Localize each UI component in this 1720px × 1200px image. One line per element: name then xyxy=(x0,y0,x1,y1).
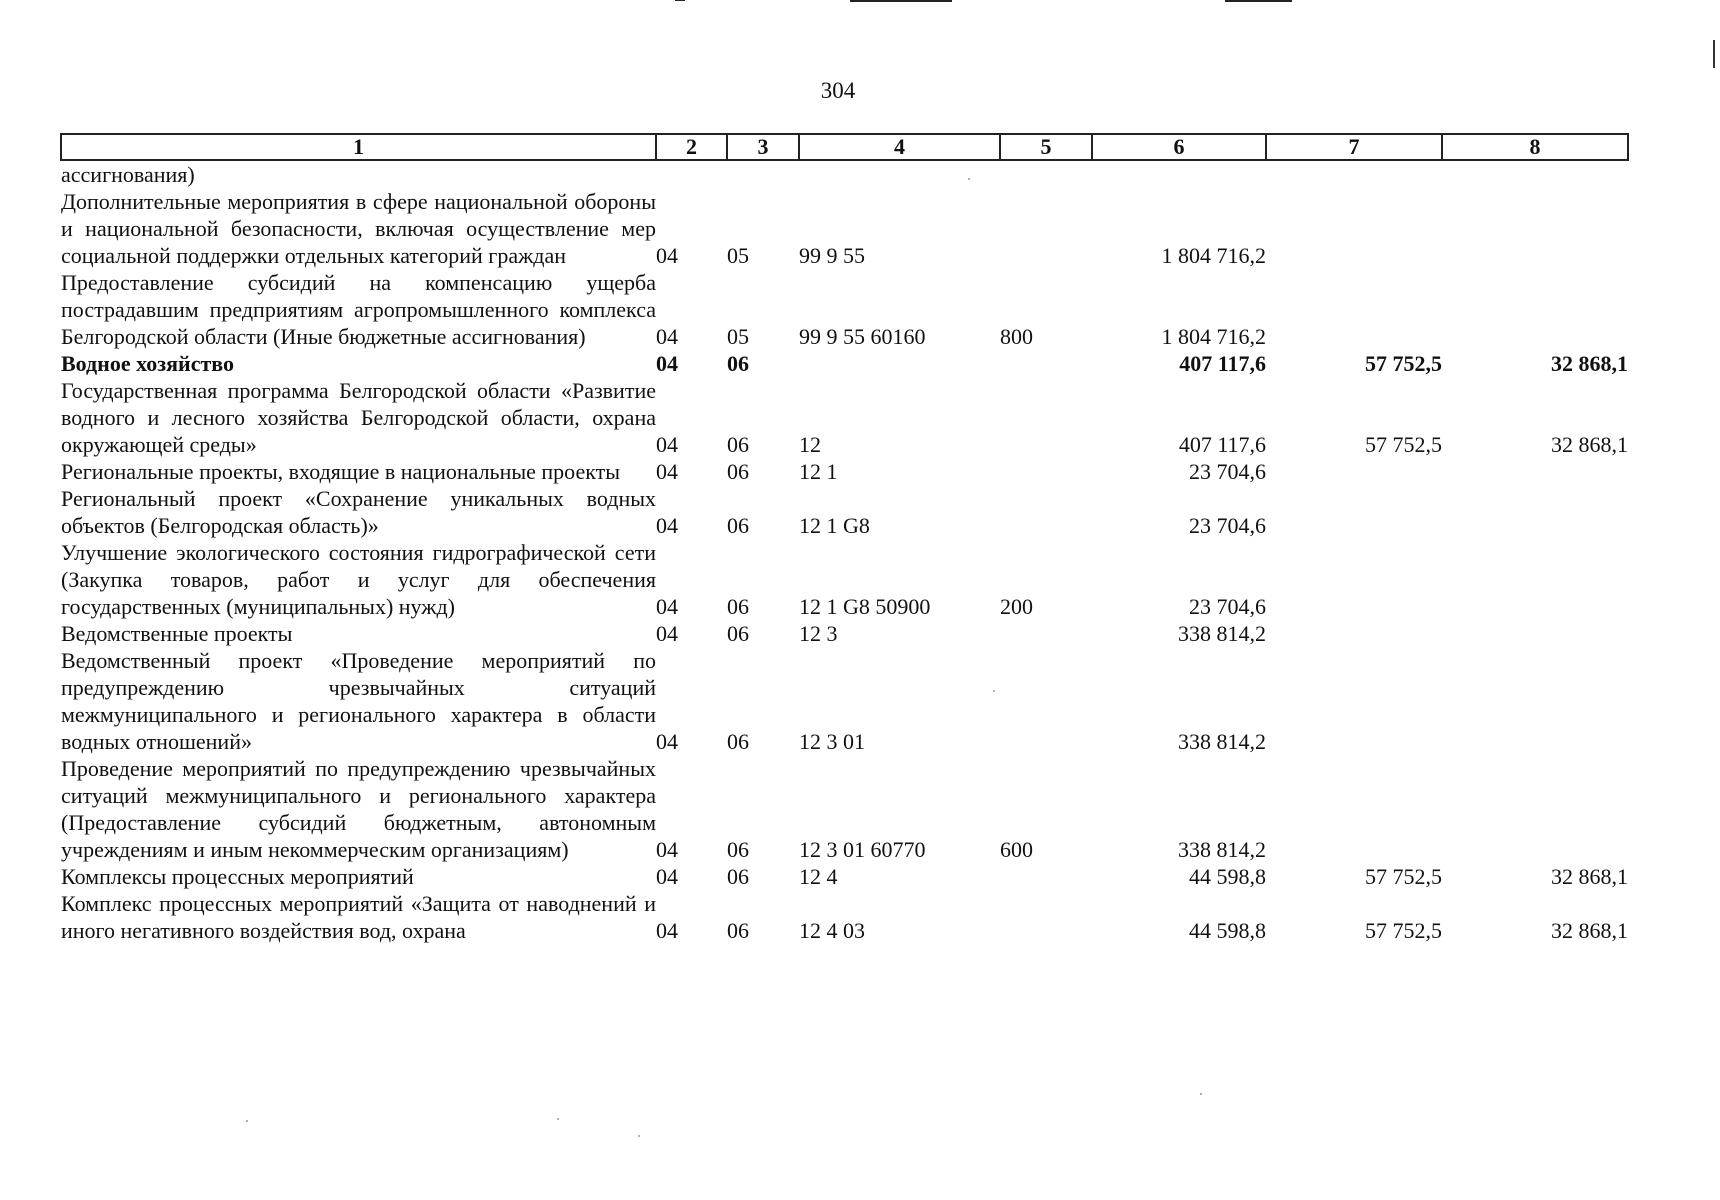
expense-type-code xyxy=(1000,863,1092,890)
amount-col-6: 44 598,8 xyxy=(1189,918,1266,943)
amount-col-7 xyxy=(1266,269,1442,350)
subsection-code: 06 xyxy=(727,459,749,484)
top-edge-mark xyxy=(1225,0,1292,2)
amount-col-8 xyxy=(1442,755,1628,863)
expense-type-code xyxy=(1000,647,1092,755)
expense-type-code: 600 xyxy=(1000,837,1033,862)
row-description: Ведомственные проекты xyxy=(61,621,293,646)
column-header-1: 1 xyxy=(61,134,656,160)
amount-col-8 xyxy=(1442,188,1628,269)
table-row xyxy=(61,647,1628,755)
section-code: 04 xyxy=(656,513,678,538)
table-header xyxy=(61,134,1628,160)
section-code xyxy=(656,160,727,188)
amount-col-7 xyxy=(1266,539,1442,620)
amount-col-8 xyxy=(1442,485,1628,539)
target-article-code xyxy=(799,350,1000,377)
subsection-code: 06 xyxy=(727,594,749,619)
amount-col-7: 57 752,5 xyxy=(1365,351,1442,376)
amount-col-8 xyxy=(1442,620,1628,647)
amount-col-7: 57 752,5 xyxy=(1365,432,1442,457)
amount-col-7 xyxy=(1266,647,1442,755)
row-description: Ведомственный проект «Проведение мероприятий по предупреждению чрезвычайных ситуаций межмуниципального и регионального характера в области водных отношений» xyxy=(61,648,656,754)
table-row xyxy=(61,458,1628,485)
row-description: Дополнительные мероприятия в сфере национальной обороны и национальной безопасности, включая осуществление мер социальной поддержки отдельных категорий граждан xyxy=(61,189,656,268)
table-row xyxy=(61,863,1628,890)
expense-type-code xyxy=(1000,620,1092,647)
top-edge-mark xyxy=(675,0,685,1)
section-code: 04 xyxy=(656,594,678,619)
row-description: Государственная программа Белгородской области «Развитие водного и лесного хозяйства Белгородской области, охрана окружающей среды» xyxy=(61,378,656,457)
subsection-code: 06 xyxy=(727,864,749,889)
row-description: ассигнования) xyxy=(61,162,195,187)
amount-col-7 xyxy=(1266,188,1442,269)
amount-col-6: 338 814,2 xyxy=(1178,621,1266,646)
top-edge-mark xyxy=(850,0,952,2)
amount-col-8: 32 868,1 xyxy=(1551,351,1628,376)
column-header-6: 6 xyxy=(1092,134,1266,160)
amount-col-7: 57 752,5 xyxy=(1365,864,1442,889)
amount-col-8 xyxy=(1442,269,1628,350)
table-row xyxy=(61,269,1628,350)
target-article-code: 12 1 xyxy=(799,459,838,484)
expense-type-code: 800 xyxy=(1000,324,1033,349)
subsection-code: 05 xyxy=(727,324,749,349)
subsection-code: 06 xyxy=(727,729,749,754)
amount-col-6: 23 704,6 xyxy=(1189,513,1266,538)
target-article-code: 12 3 xyxy=(799,621,838,646)
table-row xyxy=(61,755,1628,863)
scan-speck xyxy=(246,1120,248,1122)
section-code: 04 xyxy=(656,864,678,889)
column-header-2: 2 xyxy=(656,134,727,160)
expense-type-code xyxy=(1000,350,1092,377)
row-description: Проведение мероприятий по предупреждению чрезвычайных ситуаций межмуниципального и регионального характера (Предоставление субсидий бюджетным, автономным учреждениям и иным некоммерческим организациям) xyxy=(61,756,656,862)
subsection-code: 06 xyxy=(727,351,749,376)
amount-col-6: 1 804 716,2 xyxy=(1161,243,1266,268)
expense-type-code xyxy=(1000,188,1092,269)
section-code: 04 xyxy=(656,243,678,268)
amount-col-7 xyxy=(1266,620,1442,647)
amount-col-8 xyxy=(1442,160,1628,188)
table-row xyxy=(61,350,1628,377)
amount-col-6: 407 117,6 xyxy=(1178,432,1266,457)
amount-col-6: 44 598,8 xyxy=(1189,864,1266,889)
amount-col-6: 1 804 716,2 xyxy=(1161,324,1266,349)
expense-type-code: 200 xyxy=(1000,594,1033,619)
section-code: 04 xyxy=(656,729,678,754)
amount-col-6: 23 704,6 xyxy=(1189,459,1266,484)
amount-col-7 xyxy=(1266,755,1442,863)
row-description: Комплексы процессных мероприятий xyxy=(61,864,414,889)
budget-table xyxy=(60,133,1629,944)
amount-col-6: 407 117,6 xyxy=(1179,351,1266,376)
section-code: 04 xyxy=(656,432,678,457)
amount-col-8 xyxy=(1442,539,1628,620)
amount-col-8: 32 868,1 xyxy=(1551,432,1628,457)
scan-speck xyxy=(557,1118,559,1120)
row-description: Улучшение экологического состояния гидрографической сети (Закупка товаров, работ и услуг для обеспечения государственных (муниципальных) нужд) xyxy=(61,540,656,619)
amount-col-6: 23 704,6 xyxy=(1189,594,1266,619)
target-article-code: 12 3 01 60770 xyxy=(799,837,926,862)
column-header-8: 8 xyxy=(1442,134,1628,160)
section-code: 04 xyxy=(656,621,678,646)
subsection-code: 06 xyxy=(727,918,749,943)
expense-type-code xyxy=(1000,890,1092,944)
amount-col-6 xyxy=(1092,160,1266,188)
amount-col-7 xyxy=(1266,458,1442,485)
amount-col-8: 32 868,1 xyxy=(1551,918,1628,943)
target-article-code: 12 3 01 xyxy=(799,729,865,754)
row-description: Комплекс процессных мероприятий «Защита от наводнений и иного негативного воздействия вод, охрана xyxy=(61,891,656,943)
table-row xyxy=(61,539,1628,620)
table-row xyxy=(61,377,1628,458)
amount-col-7 xyxy=(1266,485,1442,539)
section-code: 04 xyxy=(656,351,678,376)
row-description: Предоставление субсидий на компенсацию ущерба пострадавшим предприятиям агропромышленного комплекса Белгородской области (Иные бюджетные ассигнования) xyxy=(61,270,656,349)
target-article-code: 99 9 55 xyxy=(799,243,865,268)
table-row xyxy=(61,188,1628,269)
amount-col-8: 32 868,1 xyxy=(1551,864,1628,889)
subsection-code: 06 xyxy=(727,432,749,457)
target-article-code: 12 4 xyxy=(799,864,838,889)
expense-type-code xyxy=(1000,485,1092,539)
table-row xyxy=(61,485,1628,539)
column-header-3: 3 xyxy=(727,134,799,160)
subsection-code xyxy=(727,160,799,188)
target-article-code: 12 1 G8 xyxy=(799,513,870,538)
page-number: 304 xyxy=(820,78,856,103)
row-description: Региональный проект «Сохранение уникальных водных объектов (Белгородская область)» xyxy=(61,486,656,538)
amount-col-8 xyxy=(1442,458,1628,485)
amount-col-6: 338 814,2 xyxy=(1178,729,1266,754)
expense-type-code xyxy=(1000,377,1092,458)
target-article-code: 12 1 G8 50900 xyxy=(799,594,931,619)
section-code: 04 xyxy=(656,837,678,862)
amount-col-7: 57 752,5 xyxy=(1365,918,1442,943)
scan-speck xyxy=(638,1135,640,1137)
column-header-7: 7 xyxy=(1266,134,1442,160)
subsection-code: 06 xyxy=(727,837,749,862)
expense-type-code xyxy=(1000,160,1092,188)
row-description: Региональные проекты, входящие в национальные проекты xyxy=(61,459,621,484)
table-row xyxy=(61,890,1628,944)
target-article-code: 12 4 03 xyxy=(799,918,865,943)
table-body xyxy=(61,160,1628,944)
table-row xyxy=(61,160,1628,188)
subsection-code: 05 xyxy=(727,243,749,268)
column-header-5: 5 xyxy=(1000,134,1092,160)
subsection-code: 06 xyxy=(727,513,749,538)
column-header-4: 4 xyxy=(799,134,1000,160)
target-article-code: 12 xyxy=(799,432,821,457)
target-article-code: 99 9 55 60160 xyxy=(799,324,926,349)
section-code: 04 xyxy=(656,918,678,943)
scan-edge-mark xyxy=(1713,40,1715,68)
expense-type-code xyxy=(1000,458,1092,485)
subsection-code: 06 xyxy=(727,621,749,646)
table-row xyxy=(61,620,1628,647)
amount-col-6: 338 814,2 xyxy=(1178,837,1266,862)
section-code: 04 xyxy=(656,324,678,349)
section-code: 04 xyxy=(656,459,678,484)
header-row xyxy=(61,134,1628,160)
scan-speck xyxy=(1200,1093,1202,1095)
amount-col-8 xyxy=(1442,647,1628,755)
row-description: Водное хозяйство xyxy=(61,351,234,376)
amount-col-7 xyxy=(1266,160,1442,188)
target-article-code xyxy=(799,160,1000,188)
